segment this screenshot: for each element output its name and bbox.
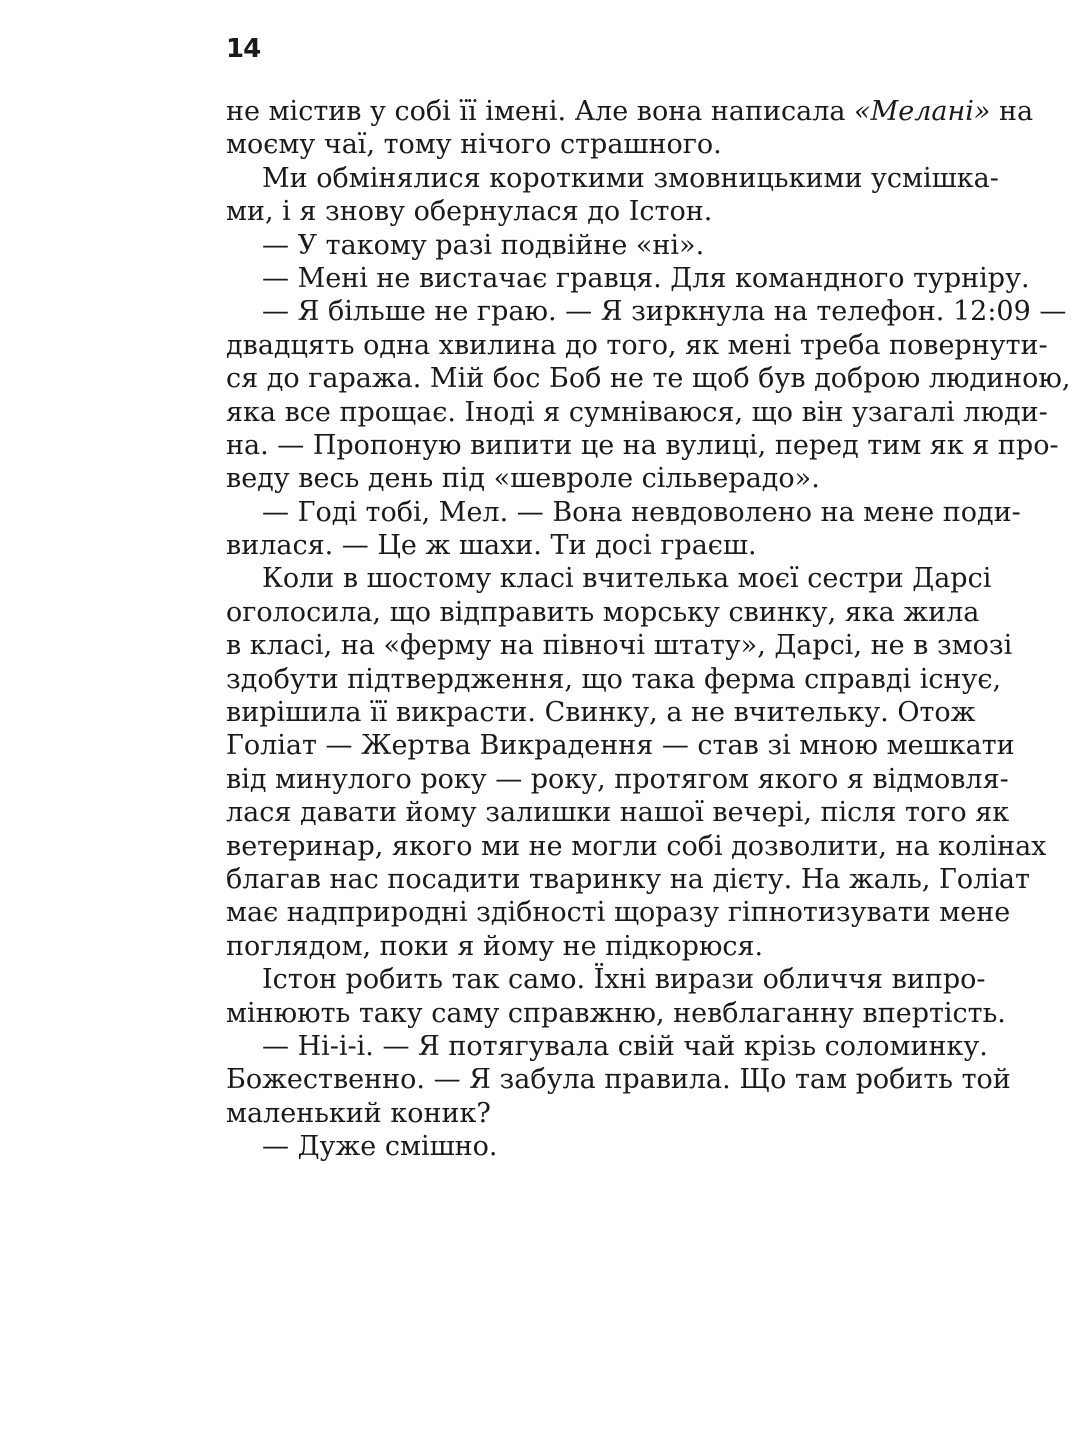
text-line: Ми обмінялися короткими змовницькими усмішка-	[262, 162, 999, 194]
text-line: — Ні-і-і. — Я потягувала свій чай крізь соломинку.	[262, 1030, 988, 1062]
text-line: маленький коник?	[226, 1097, 491, 1129]
page-number: 14	[226, 34, 261, 64]
body-text	[226, 95, 1071, 1164]
text-line: поглядом, поки я йому не підкорюся.	[226, 930, 764, 962]
text-line: — У такому разі подвійне «ні».	[262, 229, 705, 261]
text-line: яка все прощає. Іноді я сумніваюся, що він узагалі люди-	[226, 396, 1048, 428]
text-line: ся до гаража. Мій бос Боб не те щоб був доброю людиною,	[226, 363, 1071, 395]
text-line: оголосила, що відправить морську свинку, яка жила	[226, 596, 980, 628]
text-line: двадцять одна хвилина до того, як мені треба повернути-	[226, 329, 1048, 361]
text-line: Істон робить так само. Їхні вирази обличчя випро-	[262, 964, 986, 996]
text-line: веду весь день під «шевроле сільверадо».	[226, 463, 820, 495]
text-line: від минулого року — року, протягом якого я відмовля-	[226, 763, 1009, 795]
text-line: здобути підтвердження, що така ферма справді існує,	[226, 663, 1002, 695]
text-line: — Годі тобі, Мел. — Вона невдоволено на мене поди-	[262, 496, 1021, 528]
text-line: — Мені не вистачає гравця. Для командного турніру.	[262, 262, 1030, 294]
text-line: ветеринар, якого ми не могли собі дозволити, на колінах	[226, 830, 1047, 862]
text-line: на. — Пропоную випити це на вулиці, перед тим як я про-	[226, 429, 1059, 461]
text-line: моєму чаї, тому нічого страшного.	[226, 129, 722, 161]
text-line: — Я більше не граю. — Я зиркнула на телефон. 12:09 —	[262, 296, 1067, 328]
text-line: не містив у собі її імені. Але вона написала «Мелані» на	[226, 96, 1034, 127]
text-line: має надприродні здібності щоразу гіпнотизувати мене	[226, 897, 1011, 929]
text-line: вилася. — Це ж шахи. Ти досі граєш.	[226, 530, 757, 562]
text-line: Коли в шостому класі вчителька моєї сестри Дарсі	[262, 563, 992, 595]
text-line: вирішила її викрасти. Свинку, а не вчительку. Отож	[226, 697, 976, 729]
text-line: благав нас посадити тваринку на дієту. На жаль, Голіат	[226, 863, 1030, 895]
text-line: Голіат — Жертва Викрадення — став зі мною мешкати	[226, 730, 1015, 762]
text-line: мінюють таку саму справжню, невблаганну впертість.	[226, 997, 1006, 1029]
text-line: ми, і я знову обернулася до Істон.	[226, 196, 713, 228]
text-line: в класі, на «ферму на півночі штату», Дарсі, не в змозі	[226, 630, 1013, 662]
text-line: — Дуже смішно.	[262, 1131, 498, 1163]
text-line: Божественно. — Я забула правила. Що там робить той	[226, 1064, 1011, 1096]
italic-name: «Мелані»	[854, 96, 991, 127]
text-line: лася давати йому залишки нашої вечері, після того як	[226, 797, 1010, 829]
